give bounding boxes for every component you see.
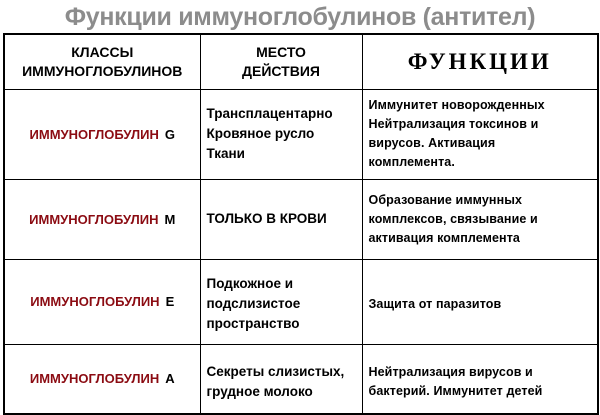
header-place-line-1: МЕСТО: [256, 43, 306, 60]
function-line: комплемента.: [368, 155, 455, 169]
class-name: ИММУНОГЛОБУЛИН: [30, 294, 160, 309]
place-line: пространство: [206, 315, 300, 331]
place-line: Подкожное и: [206, 275, 294, 291]
class-cell-iga: [4, 344, 200, 414]
immunoglobulin-table: [3, 33, 599, 415]
table-row-igg: [4, 89, 598, 179]
class-letter: А: [165, 371, 175, 387]
table-header-row: [4, 34, 598, 89]
class-cell-igm: [4, 179, 200, 259]
header-place-line-2: ДЕЙСТВИЯ: [242, 62, 320, 79]
page-title: Функции иммуноглобулинов (антител): [64, 3, 536, 31]
class-name: ИММУНОГЛОБУЛИН: [29, 211, 159, 227]
function-line: бактерий. Иммунитет детей: [368, 383, 543, 398]
table-row-ige: [4, 259, 598, 344]
place-line: Ткани: [206, 146, 245, 161]
function-cell-igg: [362, 89, 598, 179]
header-classes-line-1: КЛАССЫ: [71, 43, 134, 60]
place-cell-igg: [200, 89, 362, 179]
class-name: ИММУНОГЛОБУЛИН: [29, 371, 160, 387]
table-row-iga: [4, 344, 598, 414]
class-cell-ige: [4, 259, 200, 344]
place-line: Секреты слизистых,: [206, 363, 345, 379]
function-line: Образование иммунных: [368, 192, 523, 207]
function-line: вирусов. Активация: [368, 136, 496, 150]
header-classes: [4, 34, 200, 89]
class-letter: М: [164, 211, 176, 227]
table-row-igm: [4, 179, 598, 259]
header-place: [200, 34, 362, 89]
place-line: ТОЛЬКО В КРОВИ: [206, 211, 327, 226]
header-classes-line-2: ИММУНОГЛОБУЛИНОВ: [22, 62, 183, 79]
place-cell-ige: [200, 259, 362, 344]
class-name: ИММУНОГЛОБУЛИН: [29, 126, 159, 142]
function-cell-ige: [362, 259, 598, 344]
place-line: подслизистое: [206, 295, 301, 311]
class-letter: Е: [165, 294, 175, 309]
class-letter: G: [164, 126, 175, 142]
function-line: Нейтрализация токсинов и: [368, 117, 539, 131]
place-cell-iga: [200, 344, 362, 414]
function-cell-iga: [362, 344, 598, 414]
place-line: Кровяное русло: [206, 126, 315, 141]
place-line: Трансплацентарно: [206, 106, 333, 121]
function-line: активация комплемента: [368, 230, 520, 245]
function-line: Защита от паразитов: [368, 297, 502, 311]
header-functions: ФУНКЦИИ: [362, 34, 598, 89]
class-cell-igg: [4, 89, 200, 179]
function-line: Нейтрализация вирусов и: [368, 364, 533, 379]
place-line: грудное молоко: [206, 383, 313, 399]
function-line: комплексов, связывание и: [368, 211, 538, 226]
function-line: Иммунитет новорожденных: [368, 98, 545, 112]
place-cell-igm: [200, 179, 362, 259]
function-cell-igm: [362, 179, 598, 259]
